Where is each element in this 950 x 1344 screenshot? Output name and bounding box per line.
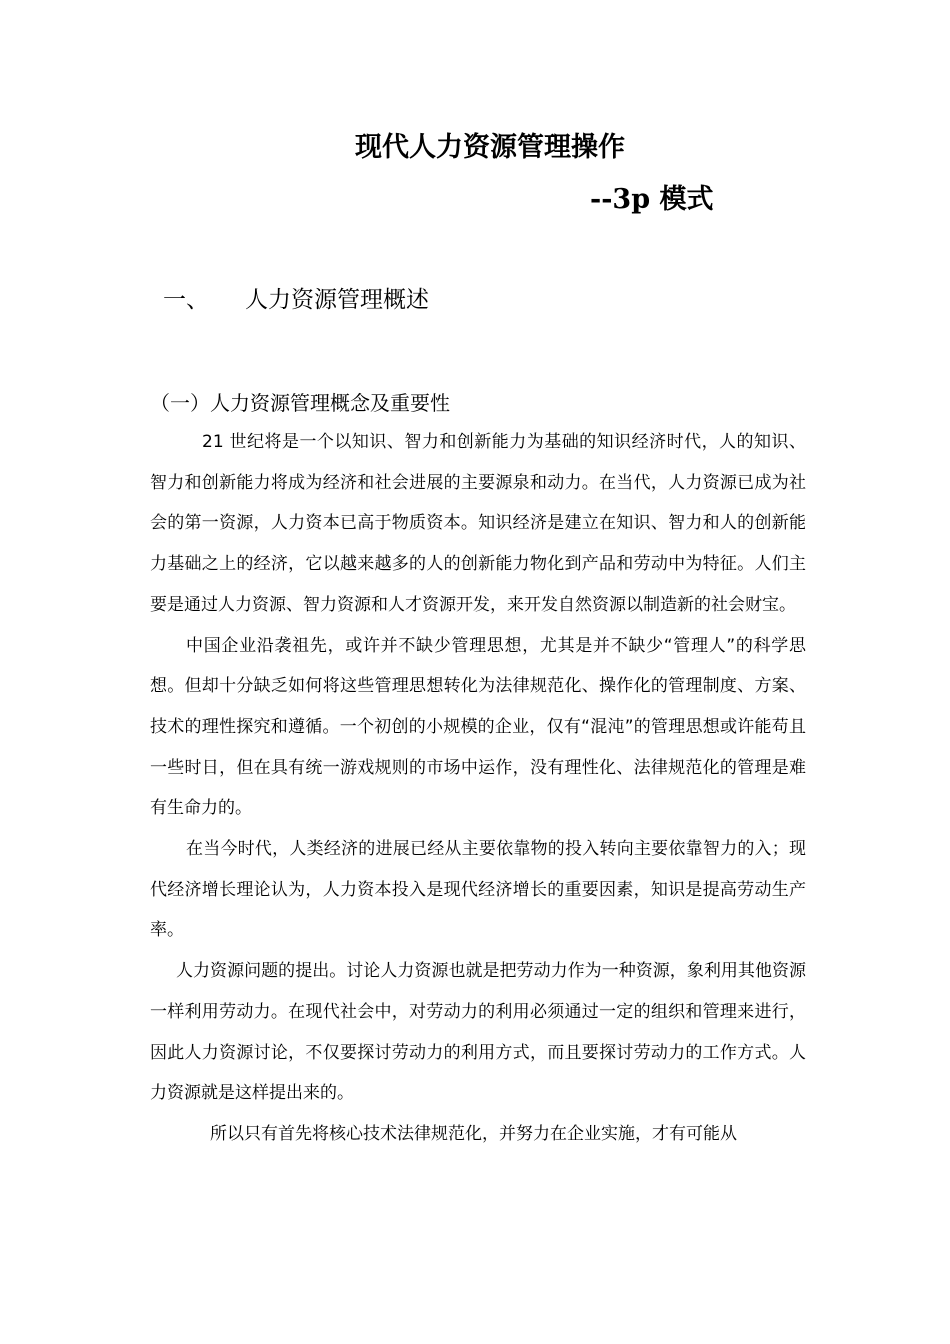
paragraph: 中国企业沿袭祖先，或许并不缺少管理思想，尤其是并不缺少“管理人”的科学思想。但却十分缺乏如何将这些管理思想转化为法律规范化、操作化的管理制度、方案、技术的理性探究和遵循。一个初创的小规模的企业，仅有“混沌”的管理思想或许能苟且一些时日，但在具有统一游戏规则的市场中运作，没有理性化、法律规范化的管理是难有生命力的。	[150, 635, 806, 819]
document-subtitle: --3p 模式	[590, 184, 714, 215]
subsection-title: （一）人力资源管理概念及重要性	[150, 391, 450, 415]
document-title: 现代人力资源管理操作	[355, 132, 625, 163]
section-number: 一、	[163, 287, 209, 313]
body-text	[150, 422, 806, 1155]
paragraph: 所以只有首先将核心技术法律规范化，并努力在企业实施，才有可能从	[210, 1123, 737, 1144]
paragraph: 21 世纪将是一个以知识、智力和创新能力为基础的知识经济时代，人的知识、智力和创新能力将成为经济和社会进展的主要源泉和动力。在当代，人力资源已成为社会的第一资源，人力资本已高于物质资本。知识经济是建立在知识、智力和人的创新能力基础之上的经济，它以越来越多的人的创新能力物化到产品和劳动中为特征。人们主要是通过人力资源、智力资源和人才资源开发，来开发自然资源以制造新的社会财宝。	[150, 432, 806, 615]
paragraph: 在当今时代，人类经济的进展已经从主要依靠物的投入转向主要依靠智力的入；现代经济增长理论认为，人力资本投入是现代经济增长的重要因素，知识是提高劳动生产率。	[150, 839, 806, 941]
section-title: 人力资源管理概述	[245, 287, 429, 313]
paragraph: 人力资源问题的提出。讨论人力资源也就是把劳动力作为一种资源，象利用其他资源一样利用劳动力。在现代社会中，对劳动力的利用必须通过一定的组织和管理来进行，因此人力资源讨论，不仅要探讨劳动力的利用方式，而且要探讨劳动力的工作方式。人力资源就是这样提出来的。	[150, 961, 806, 1104]
